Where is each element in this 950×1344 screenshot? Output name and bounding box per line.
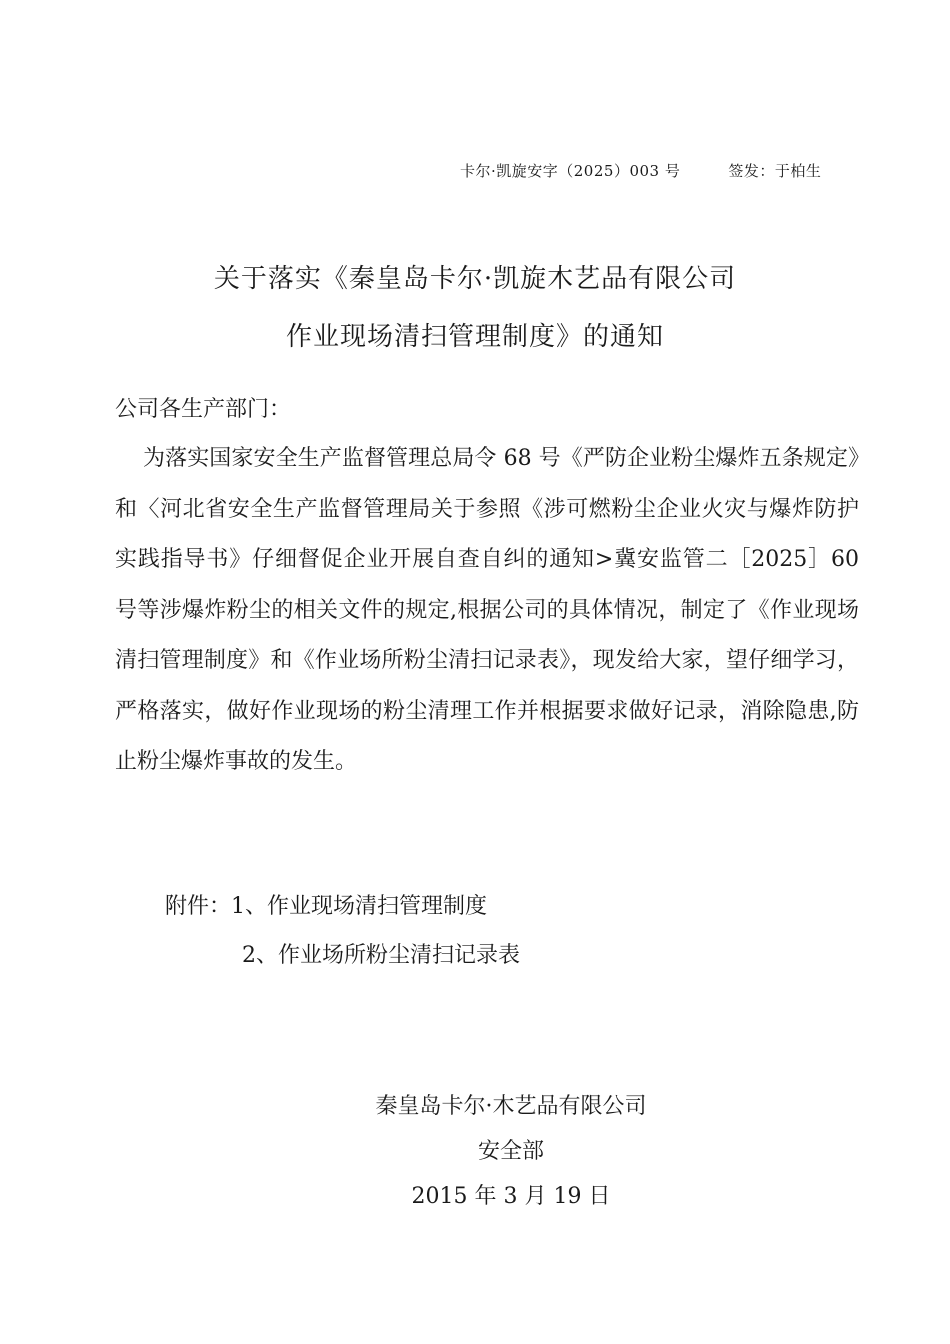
signature-company: 秦皇岛卡尔·木艺品有限公司 bbox=[375, 1094, 647, 1119]
document-title-line-1: 关于落实《秦皇岛卡尔·凯旋木艺品有限公司 bbox=[213, 264, 737, 294]
document-title-line-2: 作业现场清扫管理制度》的通知 bbox=[285, 322, 664, 352]
signature-date: 2015 年 3 月 19 日 bbox=[411, 1184, 611, 1209]
attachment-item-2: 2、作业场所粉尘清扫记录表 bbox=[242, 943, 520, 968]
attachments-list bbox=[165, 882, 520, 980]
attachment-item-1-text: 1、作业现场清扫管理制度 bbox=[231, 894, 488, 919]
signature-department: 安全部 bbox=[477, 1139, 544, 1164]
attachments-label: 附件： bbox=[165, 894, 232, 919]
document-number: 卡尔·凯旋安字（2025）003 号 bbox=[460, 162, 681, 180]
salutation: 公司各生产部门： bbox=[115, 397, 292, 422]
attachment-item-1 bbox=[165, 882, 520, 931]
body-paragraph: 为落实国家安全生产监督管理总局令 68 号《严防企业粉尘爆炸五条规定》和〈河北省安全生产监督管理局关于参照《涉可燃粉尘企业火灾与爆炸防护实践指导书》仔细督促企业开展自查自纠的通知>冀安监管二［2025］60 号等涉爆炸粉尘的相关文件的规定,根据公司的具体情况，制定了《作业现场清扫管理制度》和《作业场所粉尘清扫记录表》，现发给大家，望仔细学习，严格落实，做好作业现场的粉尘清理工作并根据要求做好记录，消除隐患,防止粉尘爆炸事故的发生。 bbox=[115, 446, 859, 774]
signer: 签发：于柏生 bbox=[728, 162, 822, 180]
document-number-line bbox=[460, 160, 821, 181]
signature-block bbox=[355, 1084, 667, 1219]
